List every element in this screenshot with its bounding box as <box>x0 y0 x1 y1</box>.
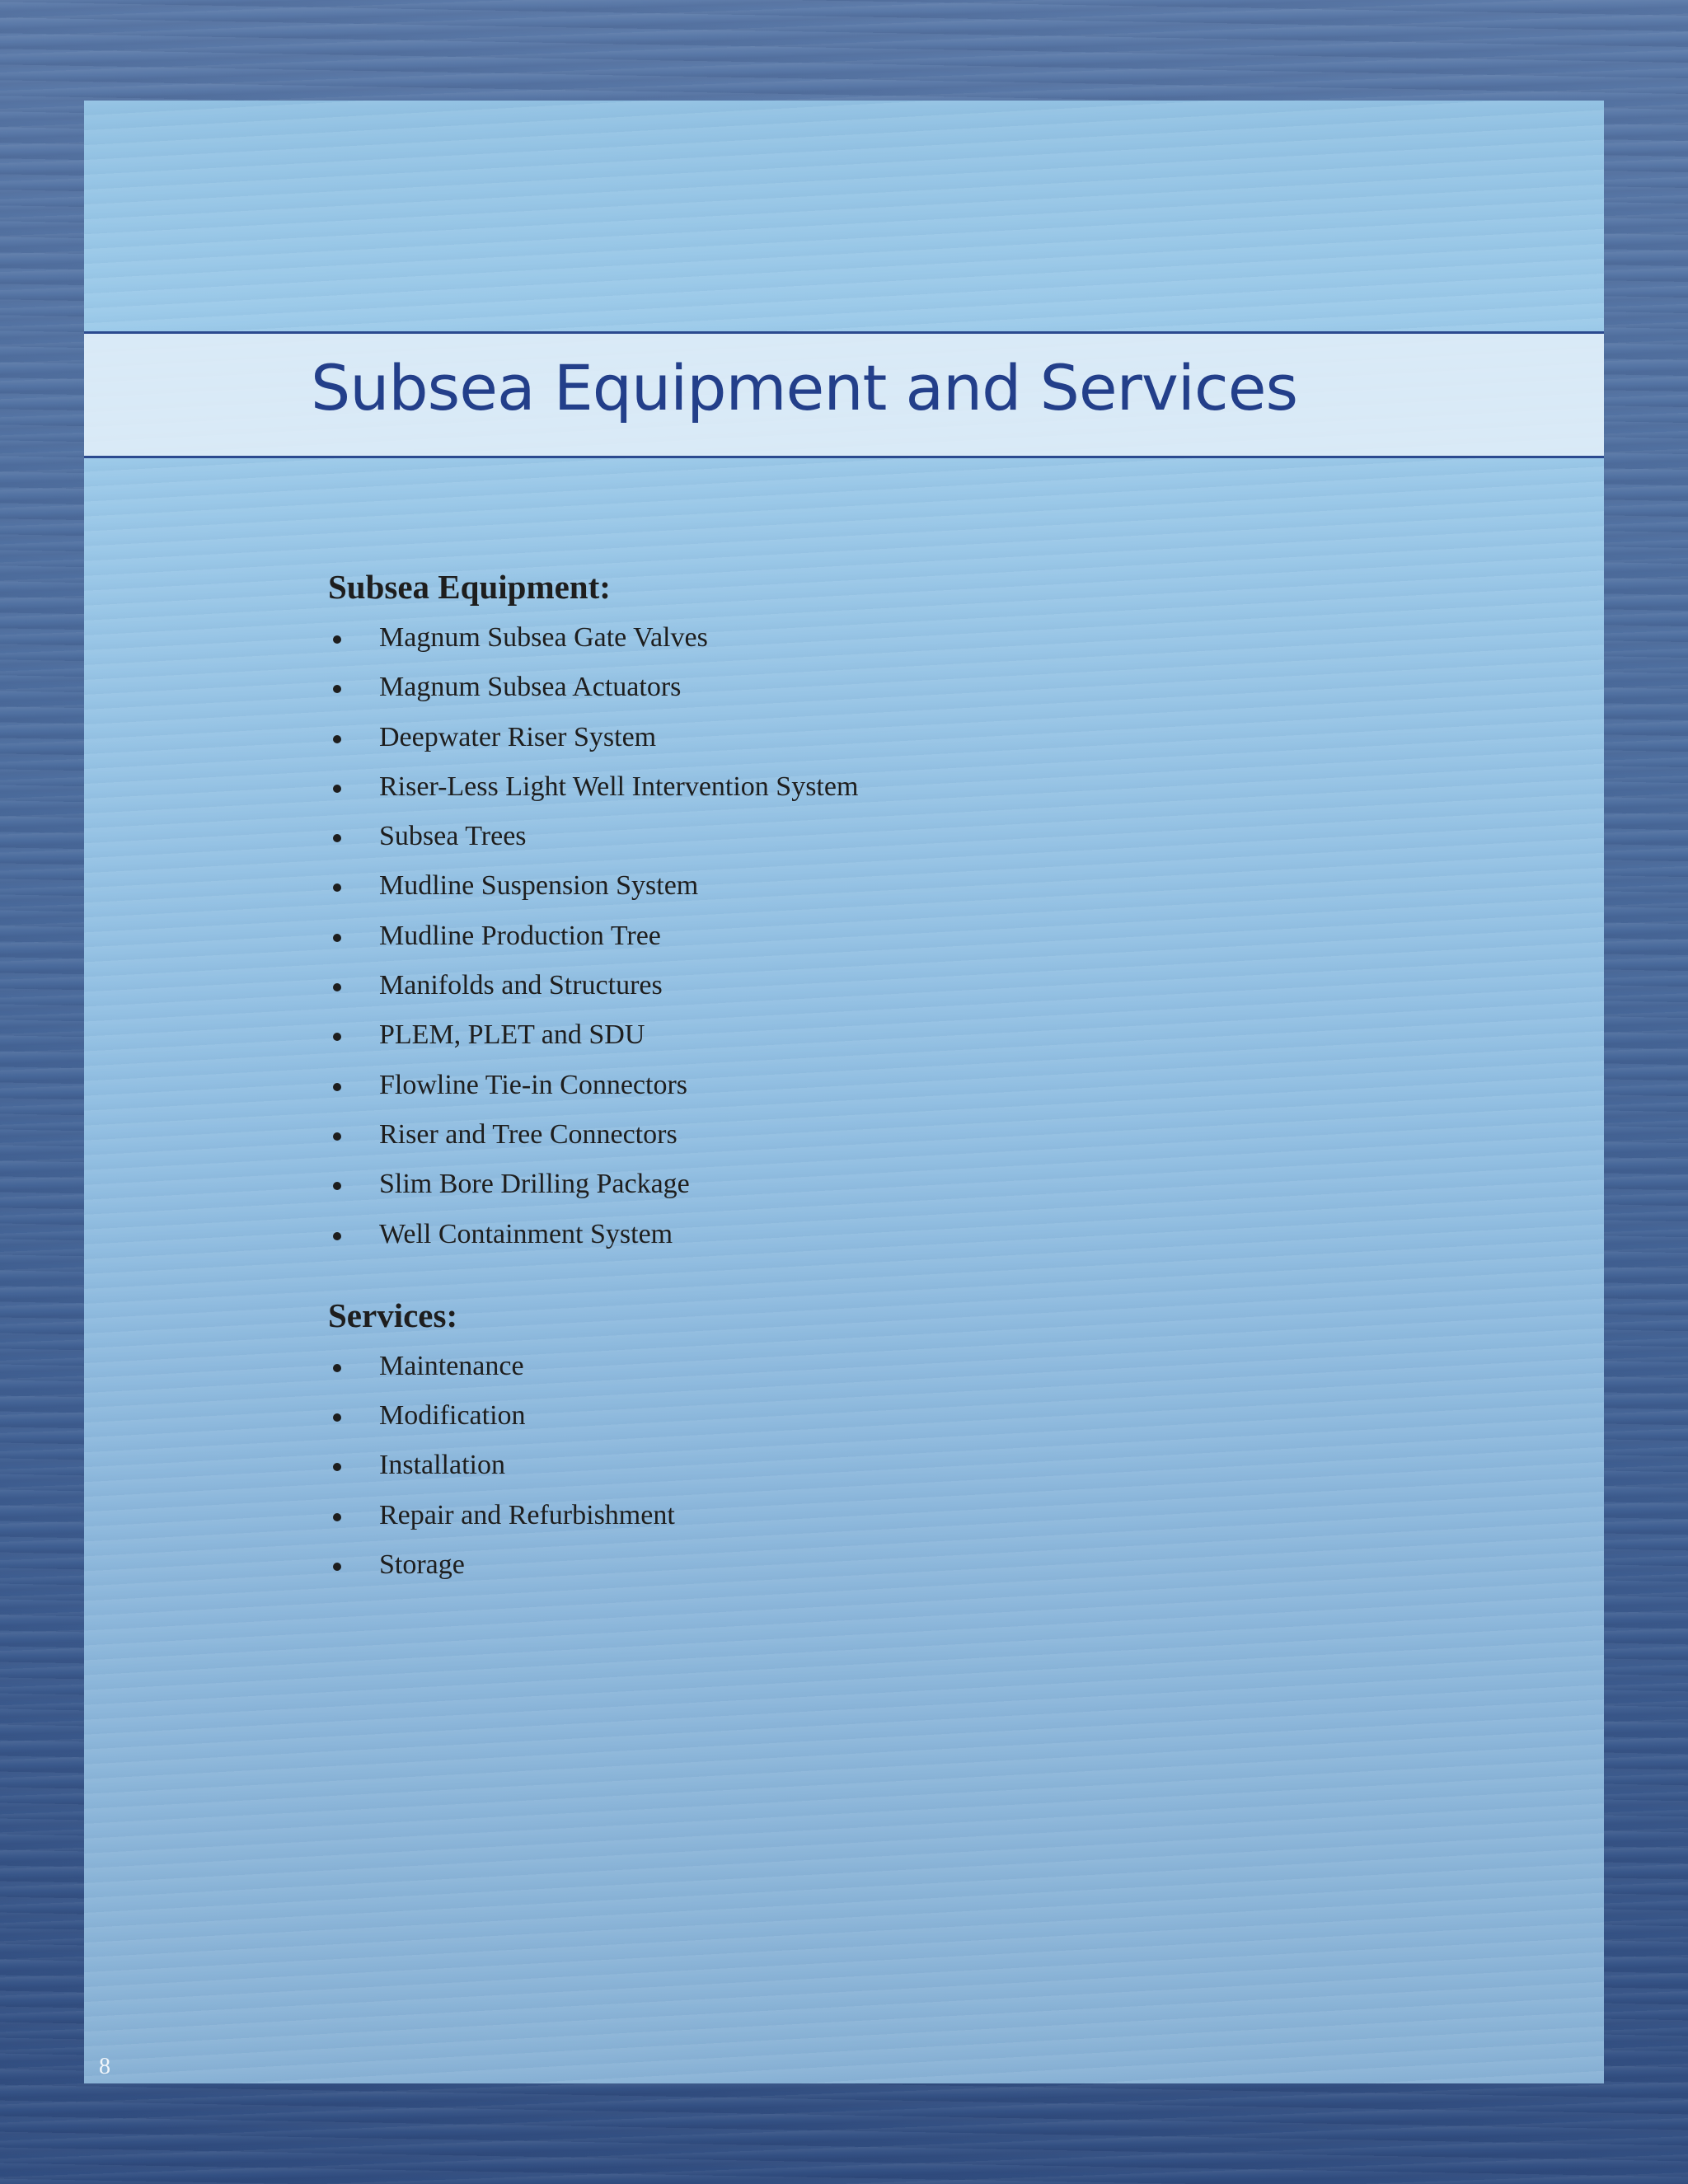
list-item: Magnum Subsea Actuators <box>328 663 1400 712</box>
list-item: PLEM, PLET and SDU <box>328 1010 1400 1060</box>
list-item: Riser-Less Light Well Intervention System <box>328 762 1400 812</box>
list-item: Subsea Trees <box>328 812 1400 861</box>
list-item: Slim Bore Drilling Package <box>328 1160 1400 1209</box>
services-list <box>328 1342 1400 1590</box>
list-item: Storage <box>328 1540 1400 1590</box>
list-item: Modification <box>328 1391 1400 1441</box>
list-item: Mudline Production Tree <box>328 912 1400 961</box>
list-item: Installation <box>328 1441 1400 1490</box>
list-item: Magnum Subsea Gate Valves <box>328 613 1400 663</box>
page-number: 8 <box>99 2054 110 2079</box>
title-band <box>84 331 1604 458</box>
list-item: Flowline Tie-in Connectors <box>328 1061 1400 1110</box>
section-heading-equipment: Subsea Equipment: <box>328 568 611 606</box>
equipment-list <box>328 613 1400 1259</box>
list-item: Riser and Tree Connectors <box>328 1110 1400 1160</box>
list-item: Maintenance <box>328 1342 1400 1391</box>
list-item: Manifolds and Structures <box>328 961 1400 1010</box>
page-title: Subsea Equipment and Services <box>311 351 1298 424</box>
list-item: Deepwater Riser System <box>328 713 1400 762</box>
section-heading-services: Services: <box>328 1296 458 1334</box>
list-item: Mudline Suspension System <box>328 861 1400 911</box>
content-panel <box>84 101 1604 2083</box>
list-item: Well Containment System <box>328 1210 1400 1259</box>
list-item: Repair and Refurbishment <box>328 1491 1400 1540</box>
content-body <box>328 570 1400 1590</box>
